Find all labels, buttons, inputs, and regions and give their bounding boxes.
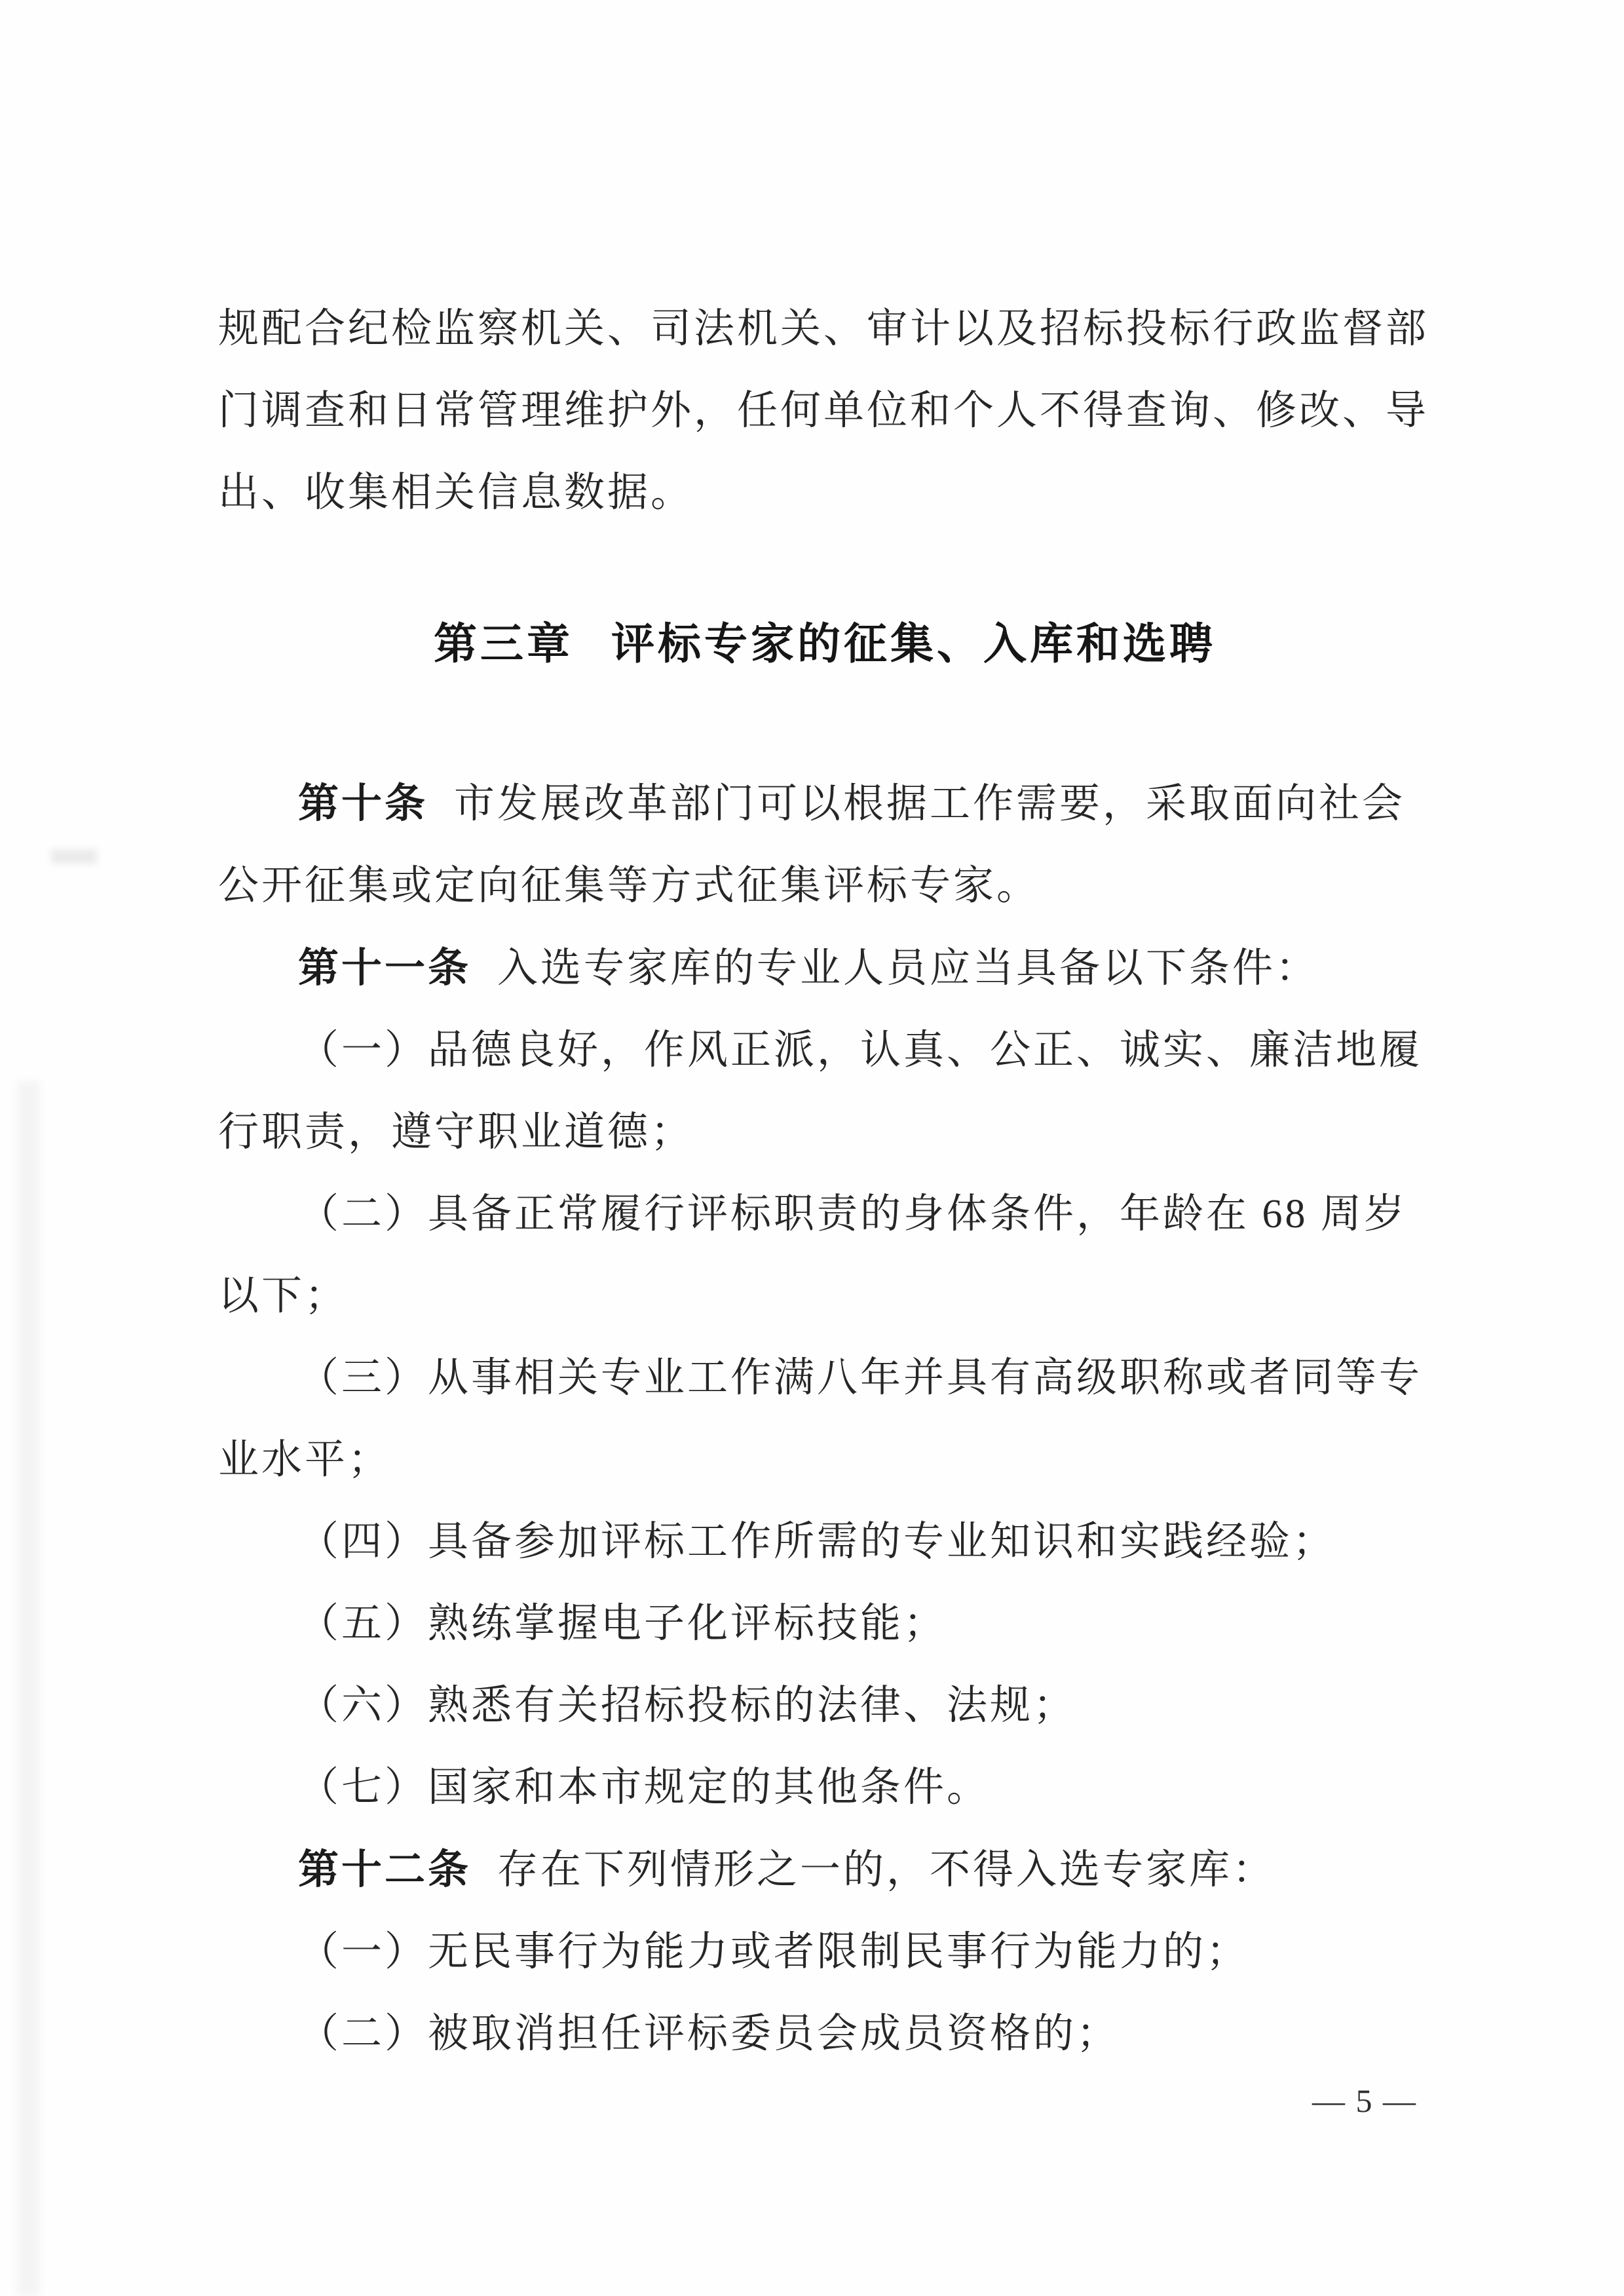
article-12-item-2-line: （二）被取消担任评标委员会成员资格的； [298,2012,1120,2056]
article-11-item-1-line: （一）品德良好，作风正派，认真、公正、诚实、廉洁地履 [298,1028,1423,1073]
article-11-item-2-line: 以下； [218,1274,349,1318]
article-11-item-3-line: 业水平； [218,1438,392,1482]
article-10-line: 公开征集或定向征集等方式征集评标专家。 [218,864,1040,908]
article-11-item-3-line: （三）从事相关专业工作满八年并具有高级职称或者同等专 [298,1356,1423,1400]
chapter-heading [218,603,1431,685]
document-text-block [218,288,1431,2075]
article-10-line [218,763,1431,845]
article-11-term: 第十一条 [298,946,472,991]
article-11-item-2-line: （二）具备正常履行评标职责的身体条件，年龄在 68 周岁 [298,1192,1408,1236]
article-12-text: 存在下列情形之一的，不得入选专家库： [497,1848,1276,1892]
article-10-term: 第十条 [298,781,428,826]
article-12-line [218,1829,1431,1911]
scan-streak-artifact [17,1081,39,2296]
paragraph-line: 门调查和日常管理维护外，任何单位和个人不得查询、修改、导 [218,389,1429,433]
article-11-item-1-line: 行职责，遵守职业道德； [218,1110,694,1155]
article-12-item-1-line: （一）无民事行为能力或者限制民事行为能力的； [298,1930,1250,1974]
article-11-item-4-line: （四）具备参加评标工作所需的专业知识和实践经验； [298,1520,1336,1564]
article-11-line [218,927,1431,1010]
article-11-item-7-line: （七）国家和本市规定的其他条件。 [298,1765,991,1810]
article-12-term: 第十二条 [298,1847,472,1892]
article-11-item-5-line: （五）熟练掌握电子化评标技能； [298,1601,947,1646]
paragraph-line: 出、收集相关信息数据。 [218,470,694,515]
scan-smudge-artifact [51,849,97,864]
article-11-item-6-line: （六）熟悉有关招标投标的法律、法规； [298,1683,1077,1728]
chapter-title: 评标专家的征集、入库和选聘 [611,619,1216,668]
page-number: — 5 — [1312,2082,1417,2119]
article-11-text: 入选专家库的专业人员应当具备以下条件： [497,946,1319,991]
paragraph-line: 规配合纪检监察机关、司法机关、审计以及招标投标行政监督部 [218,307,1429,351]
articles-section [218,763,1431,2075]
chapter-number: 第三章 [434,619,573,668]
article-10-text: 市发展改革部门可以根据工作需要，采取面向社会 [454,782,1406,826]
